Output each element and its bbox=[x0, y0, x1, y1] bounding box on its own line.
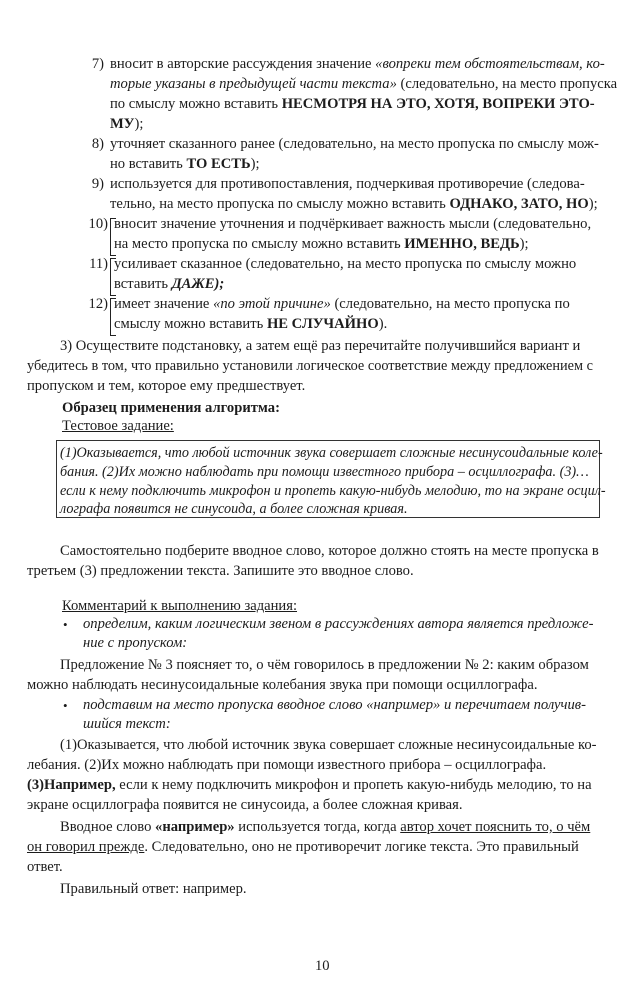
item-text-line: но вставить ТО ЕСТЬ); bbox=[110, 156, 260, 172]
task-line: бания. (2)Их можно наблюдать при помощи известного прибора – осциллографа. (3)… bbox=[60, 464, 589, 480]
bullet: • bbox=[63, 617, 68, 632]
item-text-line: МУ); bbox=[110, 116, 144, 132]
item-text-line: имеет значение «по этой причине» (следовательно, на место пропуска по bbox=[114, 296, 570, 312]
comment-line: лебания. (2)Их можно наблюдать при помощи известного прибора – осциллографа. bbox=[27, 757, 547, 773]
item-text-line: смыслу можно вставить НЕ СЛУЧАЙНО). bbox=[114, 316, 388, 332]
item-text-line: вносит в авторские рассуждения значение «вопреки тем обстоятельствам, ко- bbox=[110, 56, 605, 72]
question-line: третьем (3) предложении текста. Запишите это вводное слово. bbox=[27, 563, 414, 579]
item-text-line: на место пропуска по смыслу можно вставить ИМЕННО, ВЕДЬ); bbox=[114, 236, 529, 252]
question-line: Самостоятельно подберите вводное слово, которое должно стоять на месте пропуска в bbox=[60, 543, 599, 559]
item-text-line: вставить ДАЖЕ); bbox=[114, 276, 225, 292]
comment-line: ответ. bbox=[27, 859, 63, 875]
comment-line: подставим на место пропуска вводное слово «например» и перечитаем получив- bbox=[83, 697, 586, 713]
item-number: 8) bbox=[91, 136, 104, 152]
task-line: (1)Оказывается, что любой источник звука совершает сложные несинусоидальные коле- bbox=[60, 445, 603, 461]
item-text-line: используется для противопоставления, подчеркивая противоречие (следова- bbox=[110, 176, 585, 192]
comment-line: (3)Например, если к нему подключить микрофон и пропеть какую-нибудь мелодию, то на bbox=[27, 777, 592, 793]
item-text-line: по смыслу можно вставить НЕСМОТРЯ НА ЭТО, ХОТЯ, ВОПРЕКИ ЭТО- bbox=[110, 96, 595, 112]
comment-line: (1)Оказывается, что любой источник звука совершает сложные несинусоидальные ко- bbox=[60, 737, 597, 753]
comment-line: Предложение № 3 поясняет то, о чём говорилось в предложении № 2: каким образом bbox=[60, 657, 589, 673]
item-number: 7) bbox=[91, 56, 104, 72]
comment-line: Вводное слово «например» используется тогда, когда автор хочет пояснить то, о чём bbox=[60, 819, 591, 835]
bullet: • bbox=[63, 698, 68, 713]
comment-line: шийся текст: bbox=[83, 716, 171, 732]
item-text-line: тельно, на место пропуска по смыслу можно вставить ОДНАКО, ЗАТО, НО); bbox=[110, 196, 598, 212]
comment-line: можно наблюдать несинусоидальные колебания звука при помощи осциллографа. bbox=[27, 677, 538, 693]
item-number: 9) bbox=[91, 176, 104, 192]
item-number: 11) bbox=[89, 256, 108, 272]
task-line: лографа появится не синусоида, а более сложная кривая. bbox=[60, 501, 408, 517]
page-number: 10 bbox=[315, 958, 330, 974]
comment-line: определим, каким логическим звеном в рассуждениях автора является предложе- bbox=[83, 616, 594, 632]
task-line: если к нему подключить микрофон и пропеть какую-нибудь мелодию, то на экране осцил- bbox=[60, 483, 606, 499]
step3-line: убедитесь в том, что правильно установили логическое соответствие между предложением с bbox=[27, 358, 593, 374]
step3-line: пропуском и тем, которое ему предшествует. bbox=[27, 378, 306, 394]
correct-answer: Правильный ответ: например. bbox=[60, 881, 247, 897]
comment-title: Комментарий к выполнению задания: bbox=[62, 598, 298, 614]
sample-title: Образец применения алгоритма: bbox=[62, 400, 280, 416]
comment-line: он говорил прежде. Следовательно, оно не противоречит логике текста. Это правильный bbox=[27, 839, 579, 855]
item-text-line: вносит значение уточнения и подчёркивает важность мысли (следовательно, bbox=[114, 216, 592, 232]
item-text-line: усиливает сказанное (следовательно, на место пропуска по смыслу можно bbox=[114, 256, 577, 272]
item-number: 12) bbox=[88, 296, 108, 312]
item-text-line: торые указаны в предыдущей части текста» (следовательно, на место пропуска bbox=[110, 76, 618, 92]
comment-line: ние с пропуском: bbox=[83, 635, 188, 651]
test-label: Тестовое задание: bbox=[62, 418, 174, 434]
item-number: 10) bbox=[88, 216, 108, 232]
step3-line: 3) Осуществите подстановку, а затем ещё раз перечитайте получившийся вариант и bbox=[60, 338, 581, 354]
comment-line: экране осциллографа появится не синусоида, а более сложная кривая. bbox=[27, 797, 463, 813]
item-text-line: уточняет сказанного ранее (следовательно, на место пропуска по смыслу мож- bbox=[110, 136, 599, 152]
